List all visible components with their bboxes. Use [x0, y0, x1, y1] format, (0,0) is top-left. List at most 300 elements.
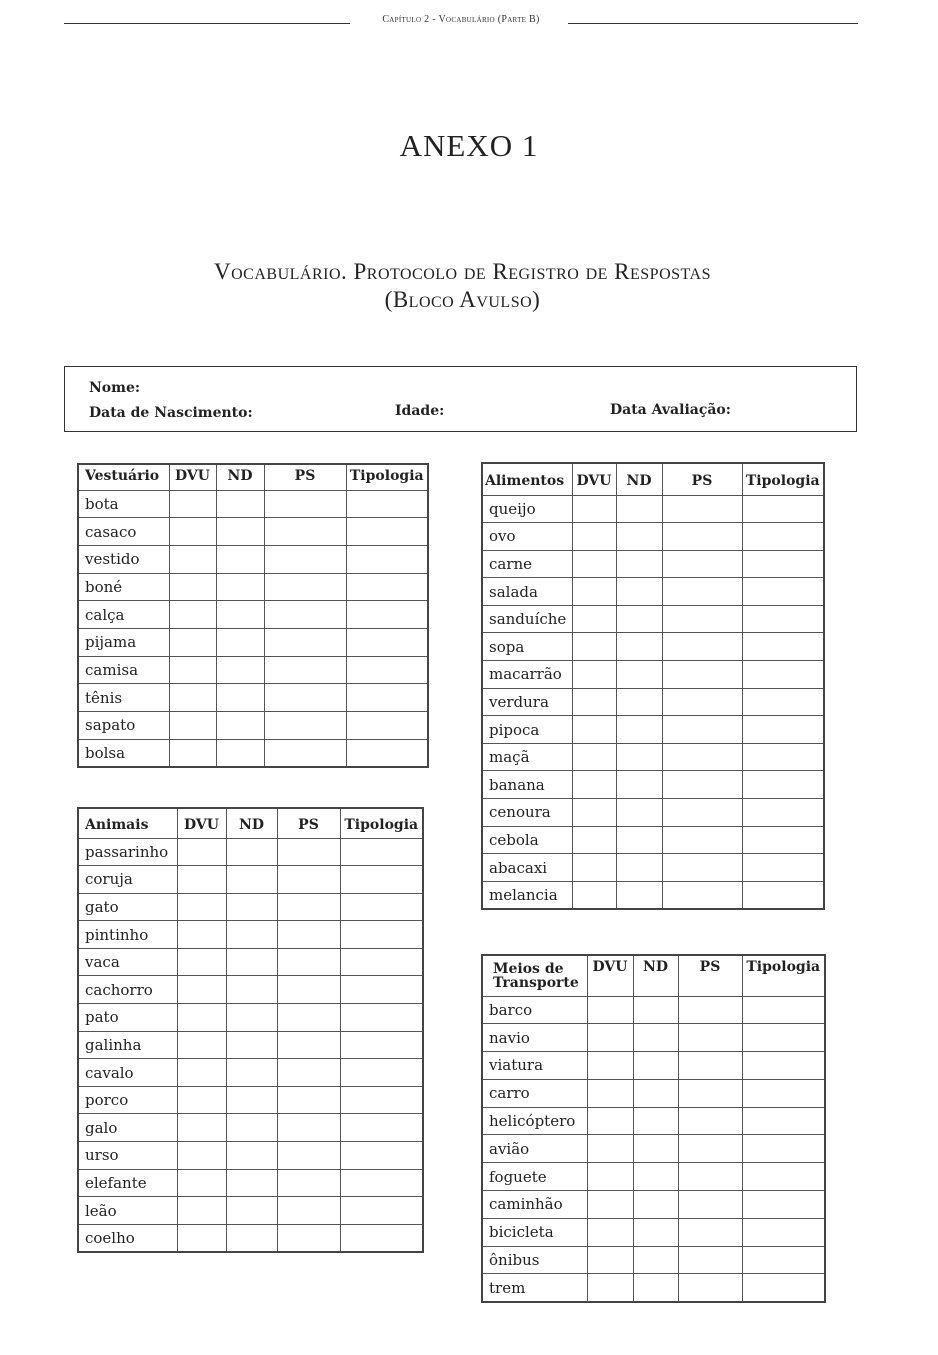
response-cell-nd[interactable] [616, 578, 662, 606]
response-cell-nd[interactable] [616, 688, 662, 716]
item-word: foguete [482, 1163, 587, 1191]
item-word: sopa [482, 633, 572, 661]
response-cell-ps[interactable] [662, 495, 742, 523]
response-cell-dvu[interactable] [177, 948, 226, 976]
response-cell-nd[interactable] [226, 838, 277, 866]
response-cell-ps[interactable] [264, 545, 346, 573]
table-row [482, 1135, 825, 1163]
header-rule-right [568, 23, 858, 24]
response-cell-dvu[interactable] [572, 771, 616, 799]
table-row [78, 1224, 423, 1252]
table-row [78, 1031, 423, 1059]
transporte-table [481, 954, 826, 1303]
response-cell-tipologia[interactable] [340, 866, 423, 894]
response-cell-ps[interactable] [678, 1135, 742, 1163]
response-cell-nd[interactable] [616, 771, 662, 799]
patient-info-box [64, 366, 857, 432]
response-cell-dvu[interactable] [169, 656, 216, 684]
response-cell-dvu[interactable] [587, 1191, 633, 1219]
response-cell-ps[interactable] [662, 716, 742, 744]
response-cell-ps[interactable] [678, 1191, 742, 1219]
response-cell-ps[interactable] [662, 578, 742, 606]
table-row [482, 1274, 825, 1302]
table-row [78, 1142, 423, 1170]
table-row [482, 605, 824, 633]
response-cell-tipologia[interactable] [742, 495, 824, 523]
response-cell-ps[interactable] [277, 838, 340, 866]
age-label: Idade: [395, 403, 445, 419]
response-cell-dvu[interactable] [169, 628, 216, 656]
item-word: bicicleta [482, 1218, 587, 1246]
response-cell-tipologia[interactable] [742, 688, 824, 716]
item-word: ônibus [482, 1246, 587, 1274]
response-cell-ps[interactable] [678, 1079, 742, 1107]
table-row [78, 1004, 423, 1032]
response-cell-dvu[interactable] [587, 996, 633, 1024]
response-cell-nd[interactable] [616, 661, 662, 689]
response-cell-ps[interactable] [264, 518, 346, 546]
response-cell-dvu[interactable] [177, 1197, 226, 1225]
table-row [482, 1218, 825, 1246]
table-row [482, 854, 824, 882]
response-cell-nd[interactable] [616, 633, 662, 661]
response-cell-nd[interactable] [226, 1224, 277, 1252]
response-cell-tipologia[interactable] [346, 712, 428, 740]
item-word: melancia [482, 881, 572, 909]
response-cell-ps[interactable] [678, 1246, 742, 1274]
item-word: urso [78, 1142, 177, 1170]
column-header-dvu: DVU [177, 808, 226, 838]
response-cell-nd[interactable] [616, 550, 662, 578]
response-cell-ps[interactable] [264, 656, 346, 684]
response-cell-ps[interactable] [264, 712, 346, 740]
response-cell-tipologia[interactable] [742, 1024, 825, 1052]
table-row [78, 1197, 423, 1225]
response-cell-nd[interactable] [216, 628, 264, 656]
response-cell-tipologia[interactable] [340, 948, 423, 976]
response-cell-dvu[interactable] [572, 661, 616, 689]
item-word: pato [78, 1004, 177, 1032]
response-cell-ps[interactable] [662, 826, 742, 854]
response-cell-tipologia[interactable] [340, 838, 423, 866]
response-cell-ps[interactable] [264, 739, 346, 767]
response-cell-ps[interactable] [277, 1004, 340, 1032]
animais-table [77, 807, 424, 1253]
table-row [482, 1052, 825, 1080]
response-cell-nd[interactable] [216, 518, 264, 546]
response-cell-tipologia[interactable] [742, 799, 824, 827]
table-row [78, 948, 423, 976]
table-row [482, 1107, 825, 1135]
response-cell-nd[interactable] [633, 1191, 678, 1219]
item-word: verdura [482, 688, 572, 716]
response-cell-tipologia[interactable] [346, 684, 428, 712]
response-cell-tipologia[interactable] [742, 1107, 825, 1135]
response-cell-nd[interactable] [633, 1052, 678, 1080]
column-header-ps: PS [678, 955, 742, 996]
response-cell-ps[interactable] [277, 1086, 340, 1114]
column-header-tipologia: Tipologia [340, 808, 423, 838]
response-cell-nd[interactable] [216, 656, 264, 684]
response-cell-tipologia[interactable] [346, 601, 428, 629]
response-cell-tipologia[interactable] [742, 854, 824, 882]
response-cell-tipologia[interactable] [340, 1086, 423, 1114]
response-cell-dvu[interactable] [572, 881, 616, 909]
column-header-tipologia: Tipologia [346, 464, 428, 490]
response-cell-dvu[interactable] [572, 743, 616, 771]
category-header-line-1: Meios de [493, 961, 564, 977]
item-word: elefante [78, 1169, 177, 1197]
response-cell-ps[interactable] [277, 1169, 340, 1197]
item-word: casaco [78, 518, 169, 546]
response-cell-ps[interactable] [662, 881, 742, 909]
response-cell-tipologia[interactable] [742, 716, 824, 744]
response-cell-nd[interactable] [226, 893, 277, 921]
column-header-ps: PS [277, 808, 340, 838]
response-cell-ps[interactable] [662, 854, 742, 882]
response-cell-dvu[interactable] [177, 1224, 226, 1252]
table-row [482, 688, 824, 716]
response-cell-nd[interactable] [616, 881, 662, 909]
response-cell-tipologia[interactable] [340, 1031, 423, 1059]
response-cell-dvu[interactable] [572, 854, 616, 882]
response-cell-nd[interactable] [616, 716, 662, 744]
response-cell-ps[interactable] [678, 1274, 742, 1302]
response-cell-nd[interactable] [216, 490, 264, 518]
table-row [78, 1169, 423, 1197]
item-word: queijo [482, 495, 572, 523]
table-row [482, 799, 824, 827]
response-cell-nd[interactable] [226, 1197, 277, 1225]
response-cell-dvu[interactable] [572, 578, 616, 606]
response-cell-ps[interactable] [277, 921, 340, 949]
response-cell-nd[interactable] [216, 601, 264, 629]
response-cell-tipologia[interactable] [742, 1218, 825, 1246]
response-cell-ps[interactable] [277, 948, 340, 976]
item-word: ovo [482, 523, 572, 551]
table-row [482, 633, 824, 661]
response-cell-ps[interactable] [662, 743, 742, 771]
response-cell-dvu[interactable] [169, 545, 216, 573]
response-cell-ps[interactable] [678, 1107, 742, 1135]
item-word: tênis [78, 684, 169, 712]
column-header-ps: PS [662, 463, 742, 495]
response-cell-dvu[interactable] [177, 1004, 226, 1032]
response-cell-dvu[interactable] [572, 826, 616, 854]
response-cell-tipologia[interactable] [742, 661, 824, 689]
response-cell-dvu[interactable] [587, 1246, 633, 1274]
item-word: sapato [78, 712, 169, 740]
response-cell-tipologia[interactable] [340, 1114, 423, 1142]
response-cell-tipologia[interactable] [742, 1274, 825, 1302]
response-cell-tipologia[interactable] [742, 1079, 825, 1107]
item-word: sanduíche [482, 605, 572, 633]
response-cell-tipologia[interactable] [340, 1197, 423, 1225]
response-cell-dvu[interactable] [177, 1086, 226, 1114]
response-cell-tipologia[interactable] [340, 976, 423, 1004]
response-cell-dvu[interactable] [572, 799, 616, 827]
item-word: leão [78, 1197, 177, 1225]
response-cell-tipologia[interactable] [340, 921, 423, 949]
response-cell-nd[interactable] [633, 1107, 678, 1135]
response-cell-ps[interactable] [277, 1224, 340, 1252]
response-cell-nd[interactable] [226, 866, 277, 894]
category-header-line-2: Transporte [493, 975, 579, 991]
table-row [482, 1246, 825, 1274]
header-rule-left [64, 23, 350, 24]
response-cell-ps[interactable] [277, 1114, 340, 1142]
category-header [482, 955, 587, 996]
table-row [78, 893, 423, 921]
response-cell-nd[interactable] [216, 545, 264, 573]
response-cell-tipologia[interactable] [742, 605, 824, 633]
response-cell-tipologia[interactable] [742, 633, 824, 661]
response-cell-tipologia[interactable] [340, 893, 423, 921]
item-word: navio [482, 1024, 587, 1052]
response-cell-tipologia[interactable] [346, 739, 428, 767]
response-cell-tipologia[interactable] [742, 523, 824, 551]
item-word: calça [78, 601, 169, 629]
response-cell-tipologia[interactable] [742, 996, 825, 1024]
response-cell-tipologia[interactable] [742, 881, 824, 909]
response-cell-dvu[interactable] [572, 633, 616, 661]
response-cell-tipologia[interactable] [346, 628, 428, 656]
response-cell-nd[interactable] [616, 799, 662, 827]
response-cell-dvu[interactable] [587, 1274, 633, 1302]
response-cell-ps[interactable] [678, 1163, 742, 1191]
response-cell-ps[interactable] [277, 1031, 340, 1059]
item-word: salada [482, 578, 572, 606]
response-cell-dvu[interactable] [177, 1031, 226, 1059]
response-cell-dvu[interactable] [587, 1079, 633, 1107]
response-cell-dvu[interactable] [177, 976, 226, 1004]
response-cell-nd[interactable] [616, 523, 662, 551]
response-cell-nd[interactable] [633, 1274, 678, 1302]
annex-title: ANEXO 1 [399, 128, 539, 163]
response-cell-dvu[interactable] [177, 1142, 226, 1170]
response-cell-dvu[interactable] [177, 1059, 226, 1087]
table-row [482, 523, 824, 551]
response-cell-dvu[interactable] [177, 866, 226, 894]
response-cell-dvu[interactable] [169, 518, 216, 546]
response-cell-dvu[interactable] [169, 601, 216, 629]
item-word: pintinho [78, 921, 177, 949]
response-cell-ps[interactable] [277, 893, 340, 921]
response-cell-dvu[interactable] [587, 1107, 633, 1135]
response-cell-ps[interactable] [662, 523, 742, 551]
response-cell-nd[interactable] [216, 573, 264, 601]
title-line-1: Vocabulário. Protocolo de Registro de Respostas [214, 259, 711, 284]
response-cell-dvu[interactable] [169, 739, 216, 767]
response-cell-tipologia[interactable] [742, 1135, 825, 1163]
response-cell-tipologia[interactable] [340, 1059, 423, 1087]
response-cell-tipologia[interactable] [742, 1246, 825, 1274]
response-cell-nd[interactable] [633, 1135, 678, 1163]
column-header-dvu: DVU [169, 464, 216, 490]
response-cell-ps[interactable] [264, 601, 346, 629]
item-word: boné [78, 573, 169, 601]
item-word: maçã [482, 743, 572, 771]
item-word: cavalo [78, 1059, 177, 1087]
response-cell-tipologia[interactable] [742, 550, 824, 578]
item-word: galo [78, 1114, 177, 1142]
item-word: bota [78, 490, 169, 518]
item-word: bolsa [78, 739, 169, 767]
response-cell-ps[interactable] [662, 688, 742, 716]
response-cell-nd[interactable] [616, 605, 662, 633]
response-cell-ps[interactable] [678, 996, 742, 1024]
response-cell-dvu[interactable] [177, 893, 226, 921]
name-label: Nome: [89, 380, 141, 396]
response-cell-ps[interactable] [678, 1024, 742, 1052]
response-cell-tipologia[interactable] [742, 1052, 825, 1080]
response-cell-ps[interactable] [662, 633, 742, 661]
response-cell-tipologia[interactable] [346, 545, 428, 573]
response-cell-dvu[interactable] [169, 684, 216, 712]
table-row [78, 490, 428, 518]
table-row [78, 573, 428, 601]
column-header-tipologia: Tipologia [742, 463, 824, 495]
response-cell-tipologia[interactable] [742, 826, 824, 854]
column-header-ps: PS [264, 464, 346, 490]
response-cell-ps[interactable] [277, 1142, 340, 1170]
response-cell-nd[interactable] [216, 739, 264, 767]
response-cell-nd[interactable] [226, 1031, 277, 1059]
response-cell-ps[interactable] [678, 1052, 742, 1080]
table-row [482, 1024, 825, 1052]
table-row [482, 1079, 825, 1107]
response-cell-dvu[interactable] [572, 550, 616, 578]
response-cell-tipologia[interactable] [346, 518, 428, 546]
response-cell-tipologia[interactable] [742, 578, 824, 606]
response-cell-ps[interactable] [264, 628, 346, 656]
response-cell-ps[interactable] [277, 1059, 340, 1087]
table-row [482, 996, 825, 1024]
response-cell-nd[interactable] [616, 826, 662, 854]
response-cell-ps[interactable] [662, 550, 742, 578]
table-row [78, 921, 423, 949]
response-cell-ps[interactable] [662, 605, 742, 633]
item-word: vaca [78, 948, 177, 976]
response-cell-tipologia[interactable] [346, 490, 428, 518]
response-cell-dvu[interactable] [587, 1163, 633, 1191]
response-cell-nd[interactable] [616, 854, 662, 882]
response-cell-nd[interactable] [633, 1024, 678, 1052]
table-row [482, 826, 824, 854]
response-cell-dvu[interactable] [177, 1169, 226, 1197]
response-cell-nd[interactable] [633, 1218, 678, 1246]
item-word: porco [78, 1086, 177, 1114]
response-cell-nd[interactable] [226, 976, 277, 1004]
response-cell-nd[interactable] [633, 1163, 678, 1191]
response-cell-nd[interactable] [226, 1086, 277, 1114]
item-word: gato [78, 893, 177, 921]
response-cell-nd[interactable] [616, 743, 662, 771]
response-cell-dvu[interactable] [572, 523, 616, 551]
column-header-dvu: DVU [572, 463, 616, 495]
item-word: banana [482, 771, 572, 799]
table-row [482, 743, 824, 771]
response-cell-dvu[interactable] [587, 1024, 633, 1052]
response-cell-ps[interactable] [678, 1218, 742, 1246]
response-cell-dvu[interactable] [177, 838, 226, 866]
item-word: camisa [78, 656, 169, 684]
column-header-tipologia: Tipologia [742, 955, 825, 996]
response-cell-dvu[interactable] [587, 1135, 633, 1163]
response-cell-dvu[interactable] [572, 605, 616, 633]
response-cell-ps[interactable] [277, 1197, 340, 1225]
item-word: viatura [482, 1052, 587, 1080]
response-cell-tipologia[interactable] [340, 1224, 423, 1252]
response-cell-tipologia[interactable] [346, 656, 428, 684]
response-cell-nd[interactable] [216, 712, 264, 740]
response-cell-ps[interactable] [662, 771, 742, 799]
response-cell-nd[interactable] [226, 921, 277, 949]
table-row [78, 684, 428, 712]
item-word: pijama [78, 628, 169, 656]
response-cell-dvu[interactable] [177, 921, 226, 949]
response-cell-dvu[interactable] [587, 1218, 633, 1246]
table-row [78, 518, 428, 546]
response-cell-tipologia[interactable] [742, 1163, 825, 1191]
response-cell-tipologia[interactable] [742, 771, 824, 799]
response-cell-ps[interactable] [662, 799, 742, 827]
response-cell-dvu[interactable] [572, 716, 616, 744]
response-cell-ps[interactable] [264, 490, 346, 518]
response-cell-nd[interactable] [226, 1169, 277, 1197]
response-cell-tipologia[interactable] [340, 1004, 423, 1032]
response-cell-tipologia[interactable] [340, 1142, 423, 1170]
column-header-nd: ND [216, 464, 264, 490]
response-cell-ps[interactable] [264, 573, 346, 601]
category-header: Animais [78, 808, 177, 838]
response-cell-dvu[interactable] [177, 1114, 226, 1142]
item-word: vestido [78, 545, 169, 573]
response-cell-nd[interactable] [616, 495, 662, 523]
response-cell-nd[interactable] [226, 1059, 277, 1087]
item-word: coruja [78, 866, 177, 894]
table-row [78, 712, 428, 740]
response-cell-nd[interactable] [226, 1004, 277, 1032]
response-cell-tipologia[interactable] [742, 743, 824, 771]
response-cell-ps[interactable] [277, 976, 340, 1004]
response-cell-nd[interactable] [226, 948, 277, 976]
response-cell-dvu[interactable] [572, 495, 616, 523]
table-row [78, 628, 428, 656]
table-row [78, 545, 428, 573]
response-cell-ps[interactable] [662, 661, 742, 689]
response-cell-ps[interactable] [264, 684, 346, 712]
table-row [482, 495, 824, 523]
response-cell-nd[interactable] [633, 1079, 678, 1107]
response-cell-dvu[interactable] [169, 573, 216, 601]
response-cell-dvu[interactable] [587, 1052, 633, 1080]
response-cell-nd[interactable] [633, 1246, 678, 1274]
response-cell-nd[interactable] [226, 1142, 277, 1170]
table-row [78, 976, 423, 1004]
item-word: caminhão [482, 1191, 587, 1219]
response-cell-nd[interactable] [633, 996, 678, 1024]
response-cell-nd[interactable] [226, 1114, 277, 1142]
response-cell-ps[interactable] [277, 866, 340, 894]
response-cell-tipologia[interactable] [346, 573, 428, 601]
response-cell-dvu[interactable] [169, 712, 216, 740]
response-cell-dvu[interactable] [169, 490, 216, 518]
response-cell-tipologia[interactable] [742, 1191, 825, 1219]
response-cell-nd[interactable] [216, 684, 264, 712]
response-cell-dvu[interactable] [572, 688, 616, 716]
response-cell-tipologia[interactable] [340, 1169, 423, 1197]
